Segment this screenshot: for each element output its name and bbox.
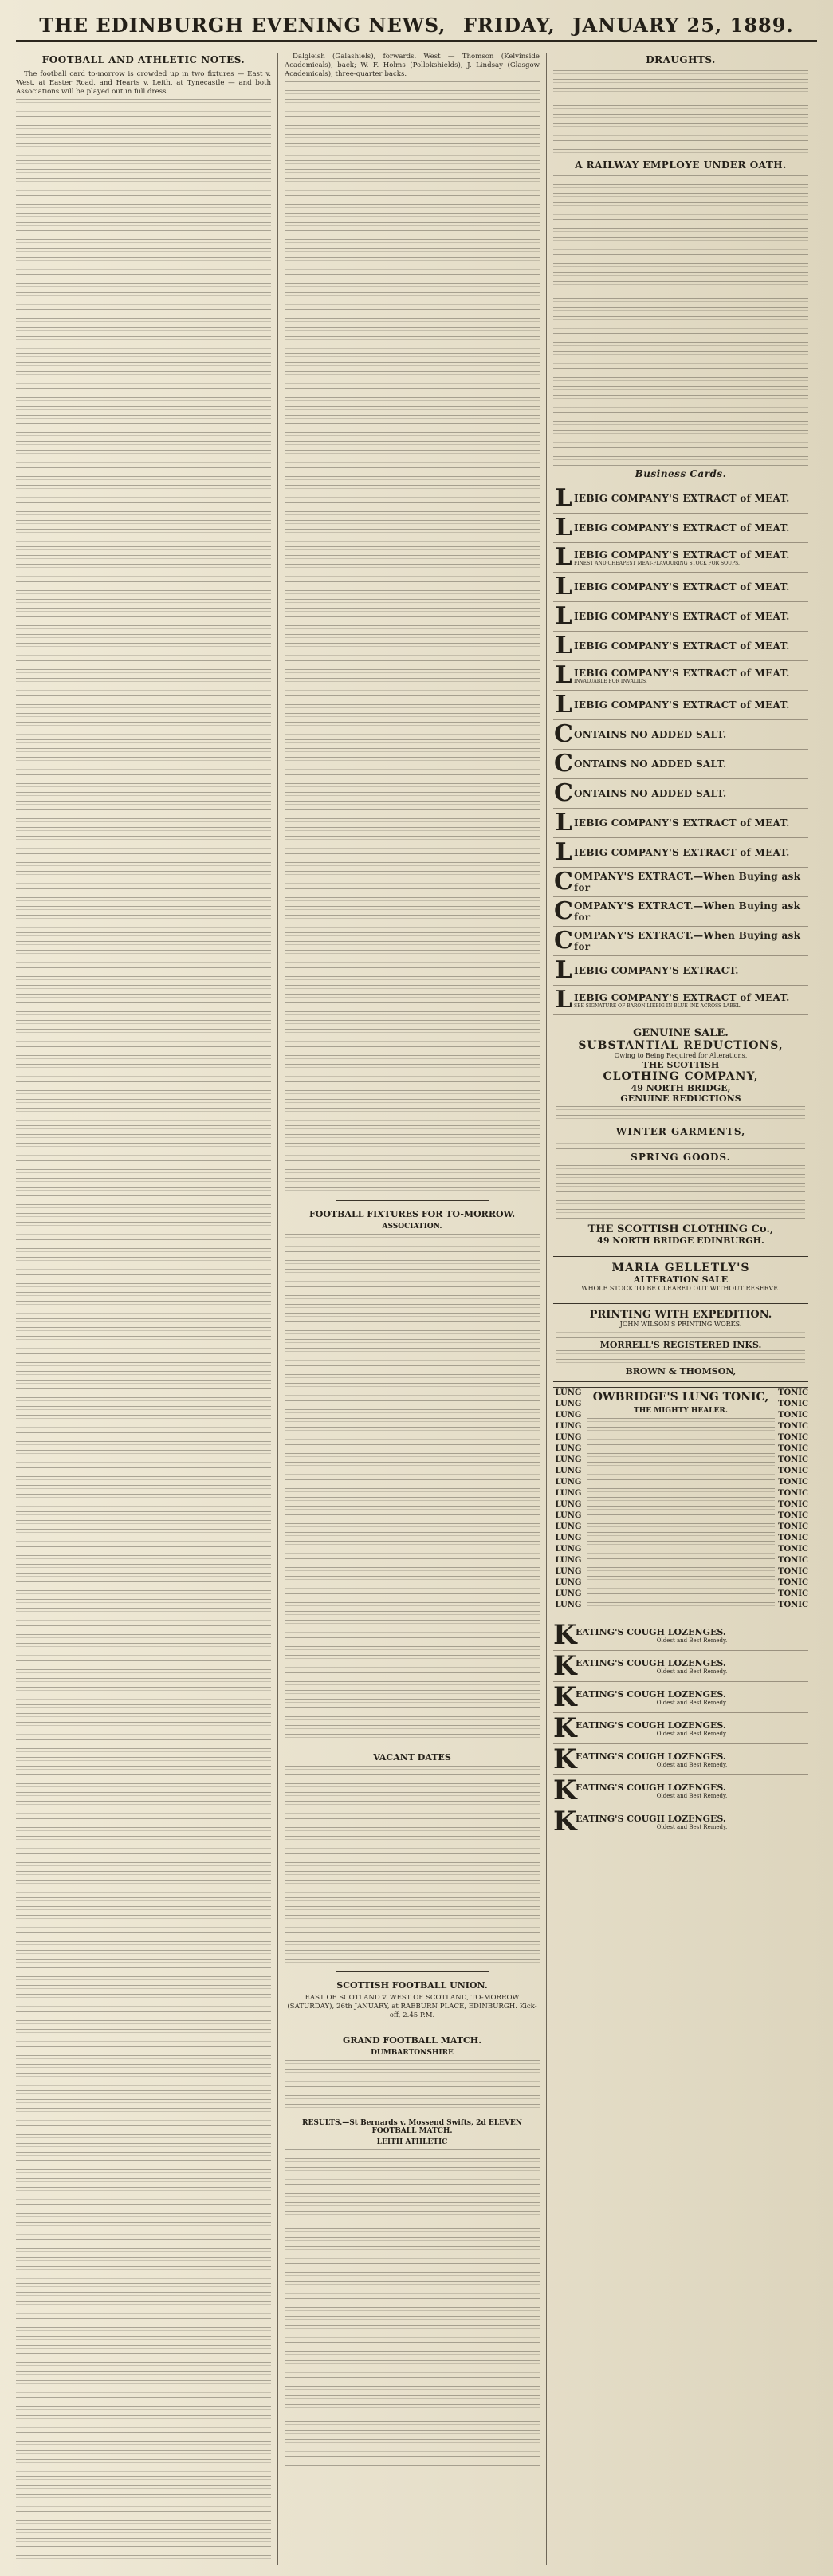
tonic-side-word: TONIC [778,1478,808,1487]
tonic-side-word: TONIC [778,1511,808,1520]
illegible-text [587,1418,775,1609]
ad-text: IEBIG COMPANY'S EXTRACT of MEAT. [574,847,790,858]
clothing-company-ad [553,1022,808,1251]
tonic-side-word: TONIC [778,1534,808,1542]
keating-line [553,1682,808,1713]
ad-drop-cap: L [555,986,572,1014]
tonic-side-word: TONIC [778,1522,808,1531]
keating-text: EATING'S COUGH LOZENGES. Oldest and Best Remedy. [576,1751,808,1768]
union-notice: EAST OF SCOTLAND v. WEST OF SCOTLAND, TO-MORROW (SATURDAY), 26th JANUARY, at RAEBURN PLACE, EDINBURGH. Kick-off, 2.45 P.M. [287,1994,537,2019]
ad-line [553,514,808,543]
ad-line [553,661,808,691]
ad-line [553,927,808,956]
ad-line [553,838,808,868]
keating-drop-cap: K [553,1712,577,1744]
ad-drop-cap: C [554,897,573,925]
keating-subtext: Oldest and Best Remedy. [656,1668,728,1675]
keating-drop-cap: K [553,1806,577,1837]
ad-line [553,897,808,927]
union-heading: SCOTTISH FOOTBALL UNION. [336,1980,488,1991]
article-heading-football: FOOTBALL AND ATHLETIC NOTES. [41,54,246,65]
keating-line [553,1806,808,1837]
printing-line: PRINTING WITH EXPEDITION. [589,1309,772,1321]
illegible-text [556,1106,805,1124]
keating-line [553,1713,808,1744]
leith-text [285,2149,540,2468]
keating-text: EATING'S COUGH LOZENGES. Oldest and Best Remedy. [576,1720,808,1737]
keating-subtext: Oldest and Best Remedy. [656,1730,728,1737]
clothing-line: 49 NORTH BRIDGE, [631,1083,731,1093]
tonic-side-word: LUNG [555,1522,582,1531]
draughts-text [553,70,808,158]
ad-text: OMPANY'S EXTRACT.—When Buying ask for [574,900,801,923]
keating-line [553,1775,808,1806]
divider [336,1200,489,1201]
keating-drop-cap: K [553,1743,577,1775]
keating-subtext: Oldest and Best Remedy. [656,1823,728,1830]
keating-drop-cap: K [553,1650,577,1682]
clothing-line: GENUINE REDUCTIONS [620,1093,741,1104]
tonic-side-word: TONIC [778,1500,808,1509]
ad-text: ONTAINS NO ADDED SALT. [574,758,727,770]
keating-subtext: Oldest and Best Remedy. [656,1792,728,1799]
ad-line [553,543,808,573]
printing-fine-print [556,1329,805,1340]
keating-drop-cap: K [553,1774,577,1806]
draughts-heading: DRAUGHTS. [646,54,716,65]
keating-ads [553,1620,808,1837]
tonic-side-word: LUNG [555,1578,582,1587]
tonic-text [587,1418,775,1609]
printing-line: BROWN & THOMSON, [625,1366,737,1377]
tonic-side-left [553,1388,583,1613]
tonic-subtitle: THE MIGHTY HEALER. [634,1407,728,1415]
clothing-line: THE SCOTTISH CLOTHING Co., [587,1223,774,1235]
fixtures-list [285,1234,540,1744]
masthead-day: FRIDAY, [462,14,556,37]
ad-drop-cap: L [555,484,572,512]
masthead [16,11,817,42]
masthead-date: JANUARY 25, 1889. [572,14,794,37]
ad-text: IEBIG COMPANY'S EXTRACT of MEAT. [574,640,790,652]
ad-drop-cap: L [555,956,572,984]
tonic-side-word: LUNG [555,1534,582,1542]
tonic-side-word: TONIC [778,1411,808,1420]
illegible-text [556,1140,805,1149]
ad-text: IEBIG COMPANY'S EXTRACT of MEAT. [574,817,790,829]
clothing-fine-print [556,1165,805,1221]
ad-drop-cap: L [555,514,572,542]
column-2 [285,53,540,2565]
keating-text: EATING'S COUGH LOZENGES. Oldest and Best Remedy. [576,1658,808,1675]
tonic-side-word: LUNG [555,1511,582,1520]
vacant-dates-heading: VACANT DATES [373,1752,451,1763]
clothing-fine-print [556,1140,805,1149]
tonic-side-word: TONIC [778,1467,808,1475]
tonic-side-word: TONIC [778,1578,808,1587]
ad-subtext: FINEST AND CHEAPEST MEAT-FLAVOURING STOCK FOR SOUPS. [574,560,740,566]
tonic-side-word: TONIC [778,1489,808,1498]
ad-line [553,779,808,809]
tonic-middle [583,1388,778,1613]
keating-subtext: Oldest and Best Remedy. [656,1699,728,1706]
ad-drop-cap: L [555,543,572,571]
ad-line [553,573,808,602]
tonic-side-word: LUNG [555,1500,582,1509]
ad-text: IEBIG COMPANY'S EXTRACT of MEAT. [574,611,790,622]
tonic-side-word: LUNG [555,1433,582,1442]
grand-match-subheading: DUMBARTONSHIRE [371,2049,454,2057]
ad-drop-cap: L [555,691,572,719]
tonic-side-word: TONIC [778,1444,808,1453]
keating-line [553,1651,808,1682]
ad-text: IEBIG COMPANY'S EXTRACT of MEAT. SEE SIGNATURE OF BARON LIEBIG IN BLUE INK ACROSS LABEL. [574,992,808,1009]
ad-drop-cap: L [555,573,572,601]
article-intro: The football card to-morrow is crowded up in two fixtures — East v. West, at Easter Road, and Hearts v. Leith, at Tynecastle — and both Associations will be played out in full dress. [16,70,271,96]
column-rule [277,53,278,2565]
keating-line [553,1620,808,1651]
article-body-rugby [285,81,540,1194]
printing-fine-print [556,1350,805,1366]
clothing-line: THE SCOTTISH [642,1060,720,1070]
illegible-text [285,1234,540,1744]
ad-drop-cap: C [554,750,573,778]
ad-drop-cap: L [555,661,572,689]
illegible-text [556,1329,805,1340]
keating-text: EATING'S COUGH LOZENGES. Oldest and Best Remedy. [576,1814,808,1830]
clothing-line: Owing to Being Required for Alterations, [614,1052,748,1059]
clothing-line: GENUINE SALE. [633,1027,729,1039]
ad-drop-cap: L [555,809,572,837]
tonic-side-word: LUNG [555,1411,582,1420]
leith-heading: LEITH ATHLETIC [376,2138,448,2146]
illegible-text [285,2060,540,2116]
tonic-side-right [778,1388,808,1613]
tonic-side-word: TONIC [778,1556,808,1565]
ad-drop-cap: L [555,602,572,630]
ad-drop-cap: L [555,632,572,660]
ad-line [553,602,808,632]
ad-subtext: SEE SIGNATURE OF BARON LIEBIG IN BLUE INK ACROSS LABEL. [574,1002,742,1009]
tonic-side-word: TONIC [778,1422,808,1431]
tonic-side-word: LUNG [555,1455,582,1464]
gellatly-line: WHOLE STOCK TO BE CLEARED OUT WITHOUT RESERVE. [581,1285,780,1292]
fixtures-subheading: ASSOCIATION. [382,1223,442,1231]
clothing-line: CLOTHING COMPANY, [603,1070,759,1083]
ad-line [553,986,808,1015]
clothing-line: 49 NORTH BRIDGE EDINBURGH. [597,1235,764,1246]
tonic-side-word: TONIC [778,1388,808,1397]
ad-text: ONTAINS NO ADDED SALT. [574,788,727,799]
ad-text: OMPANY'S EXTRACT.—When Buying ask for [574,871,801,893]
ad-text: IEBIG COMPANY'S EXTRACT of MEAT. [574,493,790,504]
tonic-side-word: LUNG [555,1489,582,1498]
grand-match-heading: GRAND FOOTBALL MATCH. [342,2035,482,2046]
illegible-text [553,70,808,158]
article-body-football [16,99,271,2563]
tonic-side-word: LUNG [555,1601,582,1609]
tonic-side-word: LUNG [555,1567,582,1576]
masthead-paper: THE EDINBURGH EVENING NEWS, [39,14,446,37]
ad-line [553,809,808,838]
ad-text: IEBIG COMPANY'S EXTRACT of MEAT. INVALUABLE FOR INVALIDS. [574,668,808,684]
ad-text: OMPANY'S EXTRACT.—When Buying ask for [574,930,801,952]
tonic-side-word: TONIC [778,1589,808,1598]
ad-line [553,750,808,779]
liebig-ads [553,484,808,1015]
keating-text: EATING'S COUGH LOZENGES. Oldest and Best Remedy. [576,1689,808,1706]
tonic-side-word: LUNG [555,1556,582,1565]
ad-drop-cap: C [554,927,573,955]
tonic-side-word: TONIC [778,1601,808,1609]
illegible-text [553,175,808,467]
ad-line [553,484,808,514]
illegible-text [285,2149,540,2468]
tonic-side-word: LUNG [555,1545,582,1554]
tonic-side-word: LUNG [555,1444,582,1453]
ad-drop-cap: L [555,838,572,866]
tonic-side-word: TONIC [778,1545,808,1554]
gellatly-line: ALTERATION SALE [633,1274,729,1285]
keating-line [553,1744,808,1775]
ad-text: IEBIG COMPANY'S EXTRACT. [574,965,739,976]
results-heading: RESULTS.—St Bernards v. Mossend Swifts, 2d ELEVEN FOOTBALL MATCH. [302,2119,522,2135]
gellatly-line: MARIA GELLETLY'S [611,1262,750,1274]
keating-subtext: Oldest and Best Remedy. [656,1637,728,1644]
tonic-side-word: LUNG [555,1478,582,1487]
lung-tonic-ad [553,1387,808,1613]
divider [336,1971,489,1972]
tonic-side-word: LUNG [555,1422,582,1431]
team-list-text: Dalgleish (Galashiels), forwards. West — Thomson (Kelvinside Academicals), back; W. F. Holms (Pollokshields), J. Lindsay (Glasgow Academicals), three-quarter backs. [285,53,540,78]
ad-line [553,720,808,750]
keating-drop-cap: K [553,1619,577,1651]
clothing-fine-print [556,1106,805,1124]
printing-line: MORRELL'S REGISTERED INKS. [599,1340,762,1350]
ad-line [553,956,808,986]
column-rule [546,53,547,2565]
keating-text: EATING'S COUGH LOZENGES. Oldest and Best Remedy. [576,1782,808,1799]
columns [16,53,817,2565]
ad-subtext: INVALUABLE FOR INVALIDS. [574,678,647,684]
tonic-side-word: TONIC [778,1433,808,1442]
tonic-side-word: LUNG [555,1467,582,1475]
ad-text: IEBIG COMPANY'S EXTRACT of MEAT. FINEST AND CHEAPEST MEAT-FLAVOURING STOCK FOR SOUPS. [574,549,808,566]
vacant-dates-list [285,1766,540,1965]
column-3 [553,53,808,2565]
ad-line [553,868,808,897]
illegible-text [285,1766,540,1965]
clothing-line: SPRING GOODS. [631,1152,731,1163]
ad-line [553,691,808,720]
printing-ad [553,1303,808,1382]
column-1 [16,53,271,2565]
ad-text: IEBIG COMPANY'S EXTRACT of MEAT. [574,522,790,534]
ad-text: IEBIG COMPANY'S EXTRACT of MEAT. [574,699,790,711]
ad-line [553,632,808,661]
tonic-side-word: TONIC [778,1455,808,1464]
illegible-text [285,81,540,1194]
keating-drop-cap: K [553,1681,577,1713]
ad-text: IEBIG COMPANY'S EXTRACT of MEAT. [574,581,790,593]
grand-match-text [285,2060,540,2116]
tonic-title: OWBRIDGE'S LUNG TONIC, [592,1391,769,1404]
railway-text [553,175,808,467]
tonic-side-word: LUNG [555,1388,582,1397]
clothing-line: SUBSTANTIAL REDUCTIONS, [578,1039,784,1052]
tonic-side-word: LUNG [555,1400,582,1408]
business-cards-heading: Business Cards. [635,468,727,479]
keating-subtext: Oldest and Best Remedy. [656,1761,728,1768]
tonic-side-word: LUNG [555,1589,582,1598]
illegible-text [556,1165,805,1221]
illegible-text [16,99,271,2563]
clothing-line: WINTER GARMENTS, [615,1126,746,1137]
ad-drop-cap: C [554,779,573,807]
railway-heading: A RAILWAY EMPLOYE UNDER OATH. [575,160,787,171]
tonic-side-word: TONIC [778,1400,808,1408]
fixtures-heading: FOOTBALL FIXTURES FOR TO-MORROW. [308,1209,516,1219]
illegible-text [556,1350,805,1366]
keating-text: EATING'S COUGH LOZENGES. Oldest and Best Remedy. [576,1627,808,1644]
ad-drop-cap: C [554,720,573,748]
tonic-side-word: TONIC [778,1567,808,1576]
gellatly-ad [553,1256,808,1298]
ad-drop-cap: C [554,868,573,896]
ad-text: ONTAINS NO ADDED SALT. [574,729,727,740]
printing-line: JOHN WILSON'S PRINTING WORKS. [619,1321,742,1328]
